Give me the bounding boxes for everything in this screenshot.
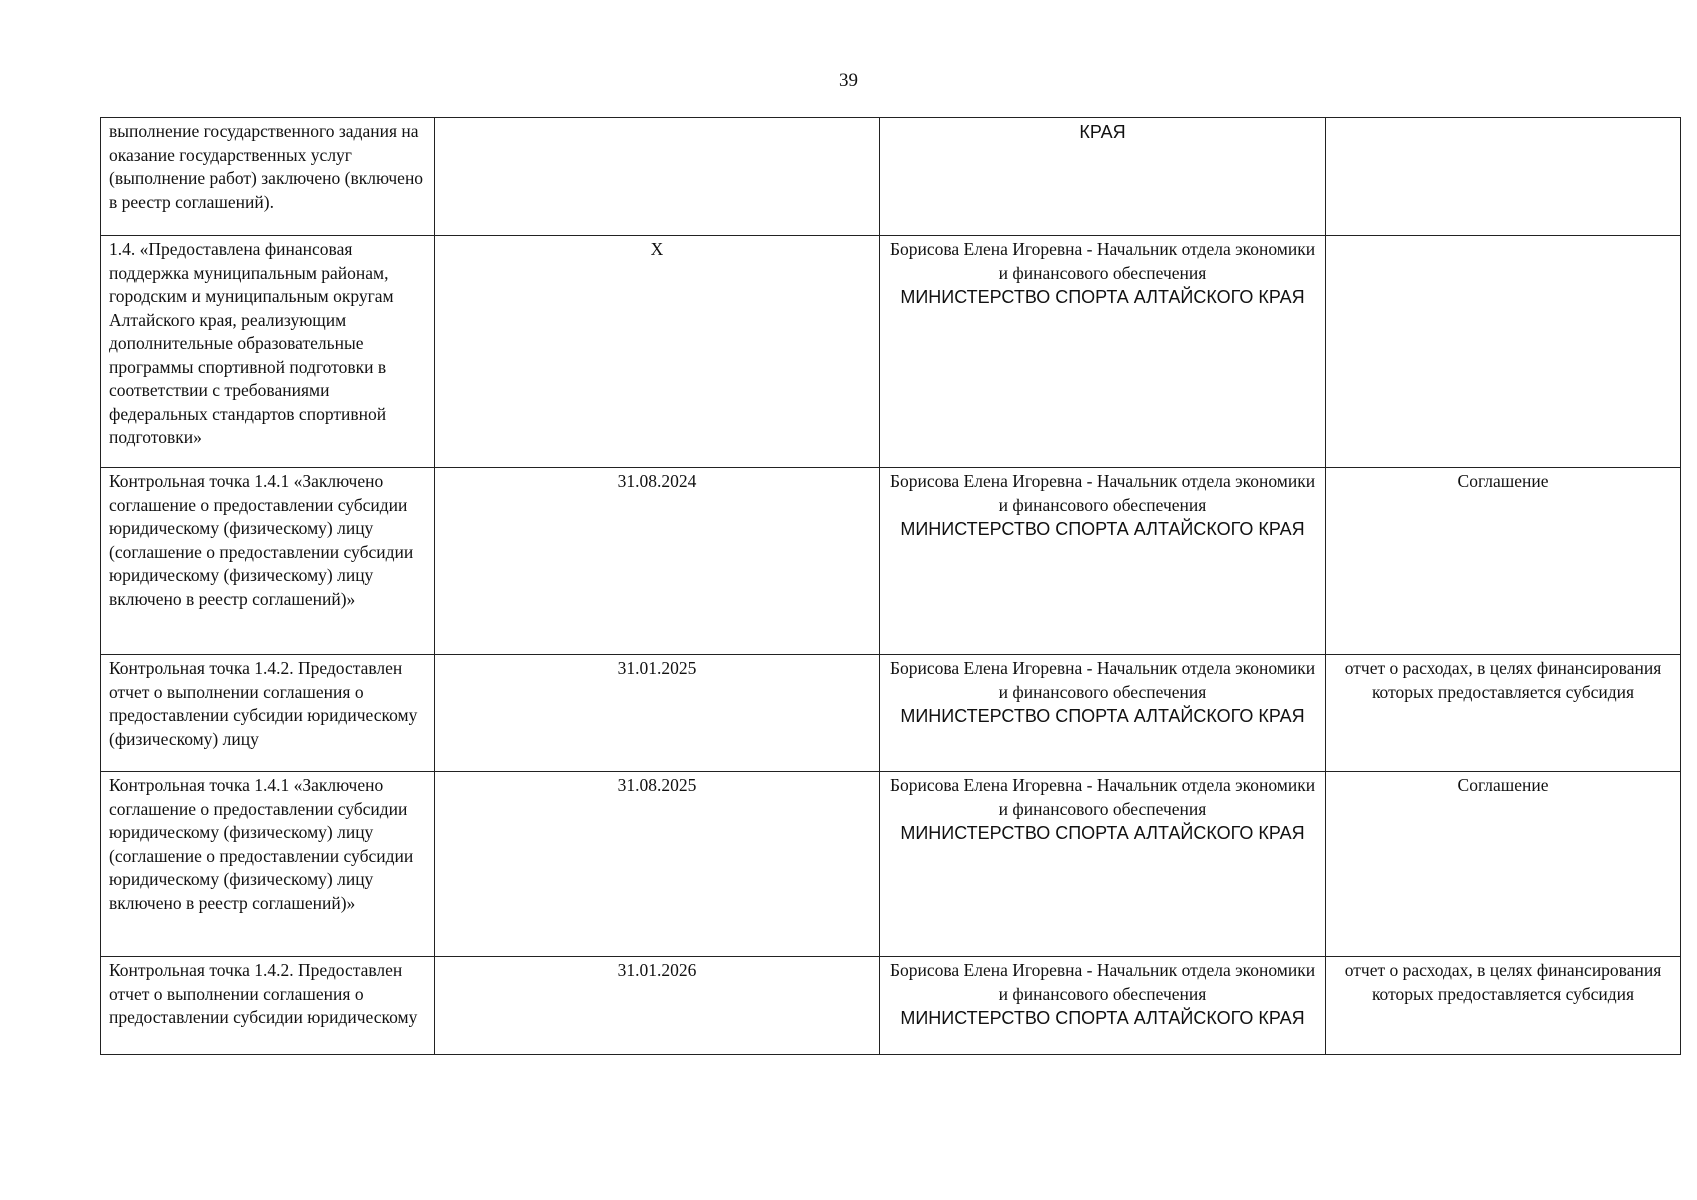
table-row <box>101 118 1681 236</box>
cell-document <box>1326 236 1681 468</box>
cell-date: 31.01.2025 <box>435 655 880 772</box>
page-number: 39 <box>839 70 858 91</box>
cell-name: выполнение государственного задания на оказание государственных услуг (выполнение работ) заключено (включено в реестр соглашений). <box>101 118 435 236</box>
cell-date <box>435 118 880 236</box>
cell-name: Контрольная точка 1.4.2. Предоставлен отчет о выполнении соглашения о предоставлении субсидии юридическому <box>101 957 435 1055</box>
table-row <box>101 468 1681 655</box>
cell-document: Соглашение <box>1326 772 1681 957</box>
responsible-org: МИНИСТЕРСТВО СПОРТА АЛТАЙСКОГО КРАЯ <box>900 823 1305 843</box>
cell-name: Контрольная точка 1.4.2. Предоставлен отчет о выполнении соглашения о предоставлении субсидии юридическому (физическому) лицу <box>101 655 435 772</box>
cell-date: X <box>435 236 880 468</box>
responsible-org: МИНИСТЕРСТВО СПОРТА АЛТАЙСКОГО КРАЯ <box>900 706 1305 726</box>
cell-date: 31.08.2025 <box>435 772 880 957</box>
cell-responsible <box>880 655 1326 772</box>
cell-document: отчет о расходах, в целях финансирования которых предоставляется субсидия <box>1326 957 1681 1055</box>
table-row <box>101 655 1681 772</box>
cell-responsible <box>880 118 1326 236</box>
responsible-person: Борисова Елена Игоревна - Начальник отдела экономики и финансового обеспечения <box>889 658 1316 702</box>
responsible-person: Борисова Елена Игоревна - Начальник отдела экономики и финансового обеспечения <box>889 471 1316 515</box>
responsible-org: МИНИСТЕРСТВО СПОРТА АЛТАЙСКОГО КРАЯ <box>900 1008 1305 1028</box>
table-row <box>101 772 1681 957</box>
cell-date: 31.08.2024 <box>435 468 880 655</box>
responsible-org: МИНИСТЕРСТВО СПОРТА АЛТАЙСКОГО КРАЯ <box>900 519 1305 539</box>
cell-name: Контрольная точка 1.4.1 «Заключено соглашение о предоставлении субсидии юридическому (физическому) лицу (соглашение о предоставлении субсидии юридическому (физическому) лицу включено в реестр соглашений)» <box>101 772 435 957</box>
cell-document: Соглашение <box>1326 468 1681 655</box>
cell-document <box>1326 118 1681 236</box>
responsible-person: Борисова Елена Игоревна - Начальник отдела экономики и финансового обеспечения <box>889 775 1316 819</box>
cell-date: 31.01.2026 <box>435 957 880 1055</box>
cell-responsible <box>880 772 1326 957</box>
cell-name: Контрольная точка 1.4.1 «Заключено соглашение о предоставлении субсидии юридическому (физическому) лицу (соглашение о предоставлении субсидии юридическому (физическому) лицу включено в реестр соглашений)» <box>101 468 435 655</box>
cell-name: 1.4. «Предоставлена финансовая поддержка муниципальным районам, городским и муниципальным округам Алтайского края, реализующим дополнительные образовательные программы спортивной подготовки в соответствии с требованиями федеральных стандартов спортивной подготовки» <box>101 236 435 468</box>
cell-document: отчет о расходах, в целях финансирования которых предоставляется субсидия <box>1326 655 1681 772</box>
responsible-org: КРАЯ <box>1079 122 1126 142</box>
responsible-person: Борисова Елена Игоревна - Начальник отдела экономики и финансового обеспечения <box>889 239 1316 283</box>
table-row <box>101 236 1681 468</box>
cell-responsible <box>880 957 1326 1055</box>
cell-responsible <box>880 236 1326 468</box>
responsible-person: Борисова Елена Игоревна - Начальник отдела экономики и финансового обеспечения <box>889 960 1316 1004</box>
cell-responsible <box>880 468 1326 655</box>
table-row <box>101 957 1681 1055</box>
responsible-org: МИНИСТЕРСТВО СПОРТА АЛТАЙСКОГО КРАЯ <box>900 287 1305 307</box>
control-points-table <box>100 117 1681 1055</box>
